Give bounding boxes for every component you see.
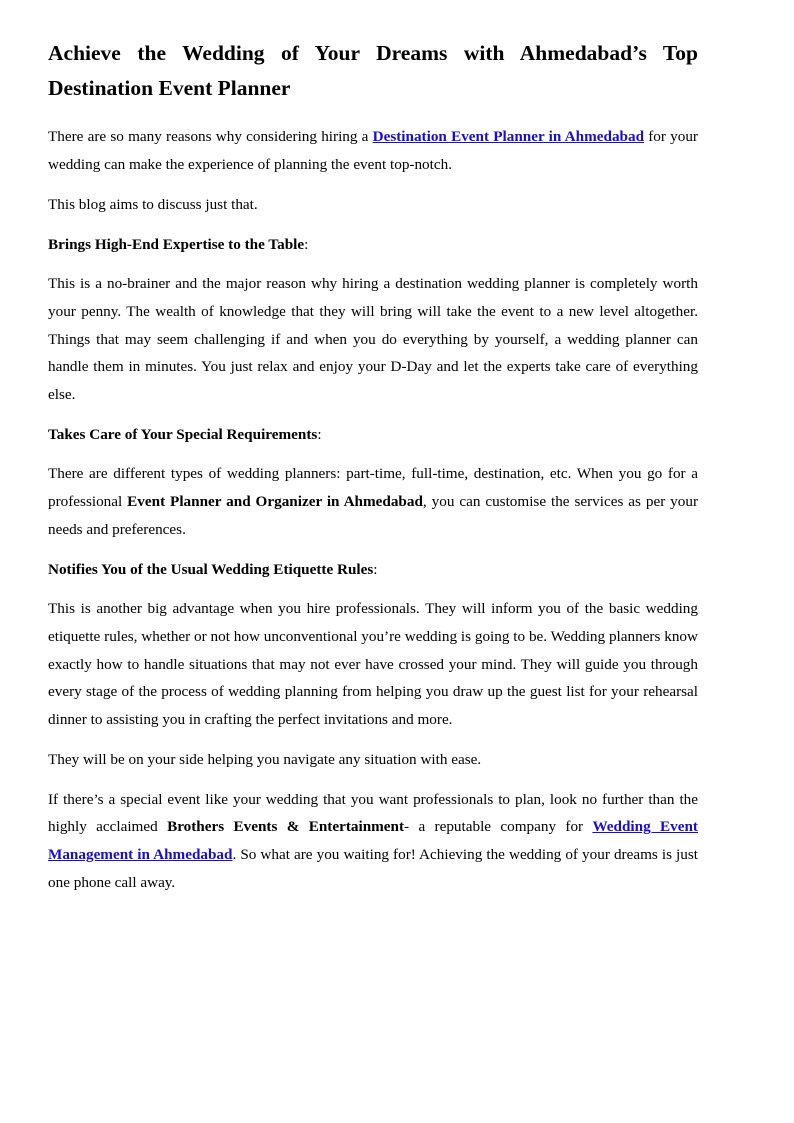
requirements-text-before: There are different types of wedding planners: part-time, full-time, destination, etc. When you go for a professional bbox=[48, 465, 698, 511]
aim-paragraph: This blog aims to discuss just that. bbox=[48, 195, 258, 213]
intro-text-before: There are so many reasons why considering hiring a bbox=[48, 128, 373, 145]
heading-colon: : bbox=[373, 560, 378, 578]
section-heading-text: Notifies You of the Usual Wedding Etiquette Rules bbox=[48, 560, 374, 578]
section-body-requirements bbox=[48, 460, 698, 543]
section-body-etiquette: This is another big advantage when you hire professionals. They will inform you of the basic wedding etiquette rules, whether or not how unconventional you’re wedding is going to be. Wedding planners know exactly how to handle situations that may not ever have crossed your mind. They will guide you through every stage of the process of wedding planning from helping you draw up the guest list for your rehearsal dinner to assisting you in crafting the perfect invitations and more. bbox=[48, 600, 698, 728]
title-line-2: Destination Event Planner bbox=[48, 76, 291, 100]
page-title bbox=[48, 36, 698, 106]
side-note-paragraph: They will be on your side helping you navigate any situation with ease. bbox=[48, 750, 482, 768]
closing-paragraph bbox=[48, 786, 698, 896]
intro-text-after: for your wedding can make the experience of planning the event top-notch. bbox=[48, 128, 698, 173]
title-line-1: Achieve the Wedding of Your Dreams with Ahmedabad’s Top bbox=[48, 41, 698, 65]
section-heading-text: Takes Care of Your Special Requirements bbox=[48, 425, 318, 443]
closing-text-middle: - a reputable company for bbox=[404, 818, 593, 836]
intro-paragraph bbox=[48, 123, 698, 178]
section-heading-requirements bbox=[48, 421, 698, 449]
event-planner-organizer-bold: Event Planner and Organizer in Ahmedabad bbox=[127, 493, 423, 511]
heading-colon: : bbox=[304, 235, 309, 253]
section-heading-text: Brings High-End Expertise to the Table bbox=[48, 235, 305, 253]
section-heading-etiquette bbox=[48, 556, 698, 584]
wedding-event-management-link[interactable]: Wedding Event Management in Ahmedabad bbox=[48, 818, 698, 864]
destination-event-planner-link[interactable]: Destination Event Planner in Ahmedabad bbox=[372, 128, 645, 145]
section-body-expertise: This is a no-brainer and the major reason why hiring a destination wedding planner is completely worth your penny. The wealth of knowledge that they will bring will take the event to a new level altogether. Things that may seem challenging if and when you do everything by yourself, a wedding planner can handle them in minutes. You just relax and enjoy your D-Day and let the experts take care of everything else. bbox=[48, 275, 698, 403]
closing-text-before: If there’s a special event like your wedding that you want professionals to plan, look no further than the highly acclaimed bbox=[48, 790, 698, 836]
heading-colon: : bbox=[317, 425, 322, 443]
closing-text-after: . So what are you waiting for! Achieving the wedding of your dreams is just one phone call away. bbox=[48, 846, 698, 891]
company-name-bold: Brothers Events & Entertainment bbox=[167, 818, 405, 836]
requirements-text-after: , you can customise the services as per your needs and preferences. bbox=[48, 493, 699, 538]
section-heading-expertise bbox=[48, 231, 698, 259]
